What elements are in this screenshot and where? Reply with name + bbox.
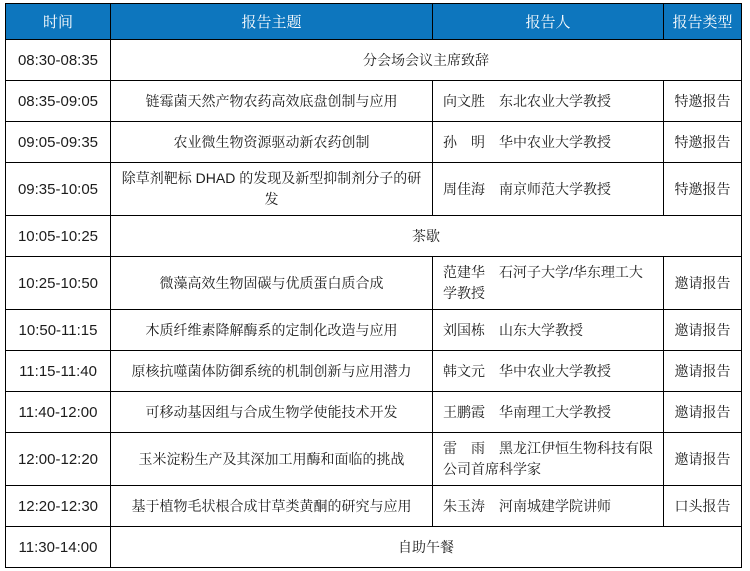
talk-row: [6, 433, 742, 486]
time-cell: 10:50-11:15: [6, 310, 111, 351]
time-cell: 12:00-12:20: [6, 433, 111, 486]
speaker-cell: 雷 雨 黑龙江伊恒生物科技有限公司首席科学家: [433, 433, 664, 486]
talk-row: [6, 486, 742, 527]
speaker-cell: 孙 明 华中农业大学教授: [433, 122, 664, 163]
type-cell: 特邀报告: [664, 81, 742, 122]
type-cell: 特邀报告: [664, 122, 742, 163]
topic-cell: 玉米淀粉生产及其深加工用酶和面临的挑战: [111, 433, 433, 486]
header-row: [6, 4, 742, 40]
session-title-cell: 茶歇: [111, 216, 742, 257]
session-row: [6, 216, 742, 257]
column-header-time: 时间: [6, 4, 111, 40]
session-row: [6, 40, 742, 81]
speaker-cell: 刘国栋 山东大学教授: [433, 310, 664, 351]
type-cell: 邀请报告: [664, 351, 742, 392]
talk-row: [6, 310, 742, 351]
time-cell: 12:20-12:30: [6, 486, 111, 527]
column-header-topic: 报告主题: [111, 4, 433, 40]
topic-cell: 农业微生物资源驱动新农药创制: [111, 122, 433, 163]
type-cell: 邀请报告: [664, 310, 742, 351]
topic-cell: 木质纤维素降解酶系的定制化改造与应用: [111, 310, 433, 351]
talk-row: [6, 392, 742, 433]
type-cell: 邀请报告: [664, 257, 742, 310]
topic-cell: 微藻高效生物固碳与优质蛋白质合成: [111, 257, 433, 310]
speaker-cell: 周佳海 南京师范大学教授: [433, 163, 664, 216]
speaker-cell: 王鹏霞 华南理工大学教授: [433, 392, 664, 433]
time-cell: 11:15-11:40: [6, 351, 111, 392]
speaker-cell: 向文胜 东北农业大学教授: [433, 81, 664, 122]
session-title-cell: 自助午餐: [111, 527, 742, 568]
conference-program-table: [5, 3, 742, 568]
topic-cell: 原核抗噬菌体防御系统的机制创新与应用潜力: [111, 351, 433, 392]
topic-cell: 基于植物毛状根合成甘草类黄酮的研究与应用: [111, 486, 433, 527]
talk-row: [6, 122, 742, 163]
session-row: [6, 527, 742, 568]
talk-row: [6, 163, 742, 216]
type-cell: 特邀报告: [664, 163, 742, 216]
speaker-cell: 范建华 石河子大学/华东理工大学教授: [433, 257, 664, 310]
time-cell: 11:30-14:00: [6, 527, 111, 568]
time-cell: 10:05-10:25: [6, 216, 111, 257]
column-header-type: 报告类型: [664, 4, 742, 40]
speaker-cell: 韩文元 华中农业大学教授: [433, 351, 664, 392]
type-cell: 邀请报告: [664, 433, 742, 486]
speaker-cell: 朱玉涛 河南城建学院讲师: [433, 486, 664, 527]
time-cell: 09:35-10:05: [6, 163, 111, 216]
topic-cell: 可移动基因组与合成生物学使能技术开发: [111, 392, 433, 433]
topic-cell: 除草剂靶标 DHAD 的发现及新型抑制剂分子的研发: [111, 163, 433, 216]
topic-cell: 链霉菌天然产物农药高效底盘创制与应用: [111, 81, 433, 122]
talk-row: [6, 81, 742, 122]
time-cell: 08:30-08:35: [6, 40, 111, 81]
time-cell: 09:05-09:35: [6, 122, 111, 163]
time-cell: 10:25-10:50: [6, 257, 111, 310]
time-cell: 08:35-09:05: [6, 81, 111, 122]
column-header-speaker: 报告人: [433, 4, 664, 40]
time-cell: 11:40-12:00: [6, 392, 111, 433]
type-cell: 口头报告: [664, 486, 742, 527]
session-title-cell: 分会场会议主席致辞: [111, 40, 742, 81]
type-cell: 邀请报告: [664, 392, 742, 433]
talk-row: [6, 257, 742, 310]
talk-row: [6, 351, 742, 392]
